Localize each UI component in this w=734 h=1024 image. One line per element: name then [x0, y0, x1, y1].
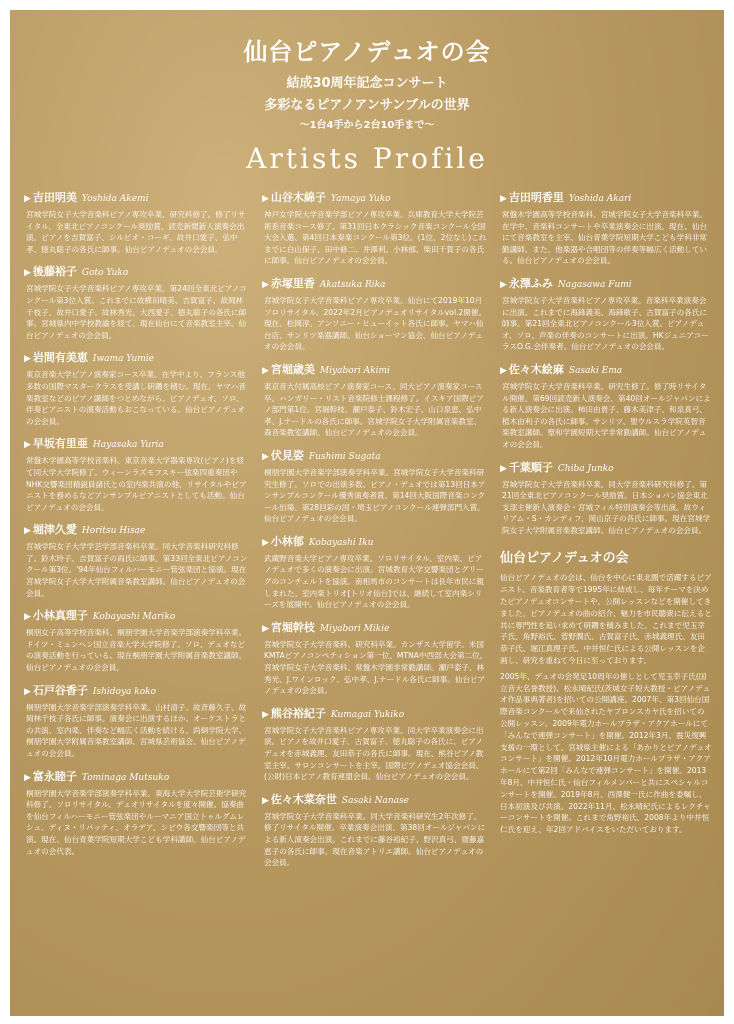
- triangle-marker-icon: ▶: [500, 194, 507, 204]
- artist-name: 石戸谷香子: [32, 683, 88, 697]
- triangle-marker-icon: ▶: [24, 440, 31, 451]
- artist-bio: 宮城学院女子大学学芸学部音楽科卒業。同大学音楽科研究科修了。鈴木玲子、吉賀富子の両氏に師事。第33回全東北ピアノコンクール第3位。'94年仙台フィルハーモニー管弦楽団と協演。現在宮城学院女子大学大学附属音楽教室講師。仙台ピアノデュオの会会員。: [26, 542, 248, 598]
- artist-bio: 神戸女学院大学音楽学部ピアノ専攻卒業。兵庫教育大学大学院芸術系音楽コース修了。第31回日本クラシック音楽コンクール全国大会入選、第4回日本奏楽コンクール第3位。(1位、2位なし)これまでに白山保子、田中修二、井澤利、小林郁、柴田千賀子の各氏に師事。仙台ピアノデュオの会会員。: [264, 210, 487, 266]
- triangle-marker-icon: ▶: [24, 612, 31, 623]
- artist-roman-name: Yoshida Akari: [568, 194, 632, 204]
- artist-profile: [262, 276, 488, 353]
- artist-bio: 桐朋学園大学音楽学部演奏学科卒業。宮城学院女子大学音楽科研究生修了。ソロでの出演多数。ピアノ・デュオでは第13回日本アンサンブルコンクール優秀演奏者賞、第14回大阪国際音楽コンクール出場、第28回彩の国・埼玉ピアノコンクール連弾部門入賞。仙台ピアノデュオの会会員。: [264, 467, 486, 524]
- org-description: [500, 572, 712, 836]
- artist-name: 永澤ふみ: [508, 276, 553, 290]
- artist-profile: [500, 190, 712, 267]
- artist-roman-name: Akatsuka Rika: [319, 279, 386, 290]
- concert-tagline: 〜1台4手から2台10手まで〜: [299, 120, 435, 131]
- concert-subtitle: 結成30周年記念コンサート: [286, 76, 448, 91]
- artist-name: 小林郁: [270, 534, 304, 548]
- artist-name: 後藤裕子: [32, 265, 77, 279]
- section-title: Artists Profile: [246, 142, 488, 175]
- artist-name: 佐々木絵麻: [508, 362, 564, 376]
- artist-name: 岩間有美恵: [32, 351, 88, 365]
- artist-roman-name: Tominaga Mutsuko: [81, 772, 170, 783]
- artist-bio: 宮城学院女子大学音楽科ピアノ専攻卒業。第24回全東北ピアノコンクール第3位入賞。これまでに故横田晴美、吉賀富子、故岡林千枝子、故井口愛子、故林秀光、大西愛子、徳丸聡子の各氏に師事。宮城県内中学校教諭を経て、現在仙台にて音楽教室主宰。仙台ピアノデュオの会会員。: [26, 284, 247, 340]
- artist-roman-name: Sasaki Nanase: [341, 795, 409, 806]
- triangle-marker-icon: ▶: [500, 365, 507, 376]
- artist-profile: [24, 264, 250, 341]
- concert-theme: 多彩なるピアノアンサンブルの世界: [264, 98, 470, 113]
- artist-roman-name: Kobayashi Iku: [308, 537, 374, 548]
- artist-roman-name: Kumagai Yukiko: [330, 709, 405, 720]
- artist-profile: [24, 608, 250, 673]
- artist-profile: [24, 683, 250, 760]
- artist-roman-name: Miyabori Akimi: [319, 365, 390, 376]
- org-paragraph: 仙台ピアノデュオの会は、仙台を中心に東北圏で活躍するピアニスト、音楽教育者等で1995年に結成し、毎年テーマを決めたピアノデュオコンサートや、公開レッスンなどを開催してきました。ピアノデュオの曲の紹介、魅力を市民聴衆に伝えると共に専門性を追い求めて研鑽を積みました。これまで児玉幸子氏、角野裕氏、菅野潤氏、古賀富子氏、赤城義理氏、友田恭子氏、堀江真理子氏、中井恒仁氏による公開レッスンを企画し、研究を重ねて今日に至っております。: [500, 573, 712, 666]
- program-page: [10, 10, 724, 1016]
- artist-bio: 宮城学院女子大学音楽科ピアノ専攻卒業。音楽科卒業演奏会に出演。これまでに海鋒義美、海鋒歌子、古賀富子の各氏に師事。第21回全東北ピアノコンクール3位入賞。ピアノデュオ、ソロ、声楽の伴奏のコンサートに出演。HKジュニアコーラスO.G.会伴奏者。仙台ピアノデュオの会会員。: [502, 295, 709, 352]
- artist-profile: [24, 522, 250, 599]
- triangle-marker-icon: ▶: [24, 772, 31, 783]
- triangle-marker-icon: ▶: [262, 365, 269, 376]
- artist-profile: [262, 706, 488, 783]
- artist-name: 佐々木菜奈世: [270, 792, 337, 806]
- triangle-marker-icon: ▶: [500, 463, 507, 474]
- triangle-marker-icon: ▶: [24, 354, 31, 365]
- artist-roman-name: Goto Yuko: [81, 268, 129, 279]
- artist-roman-name: Yoshida Akemi: [81, 194, 149, 204]
- artist-roman-name: Fushimi Sugata: [308, 451, 381, 462]
- triangle-marker-icon: ▶: [24, 686, 31, 697]
- triangle-marker-icon: ▶: [24, 194, 31, 204]
- artist-name: 山谷木綿子: [270, 191, 326, 204]
- artist-name: 小林真理子: [32, 609, 88, 623]
- artist-roman-name: Sasaki Ema: [568, 365, 623, 376]
- artist-roman-name: Kobayashi Mariko: [92, 612, 176, 623]
- profile-column-left: [24, 190, 250, 866]
- artist-bio: 常盤木学園高等学校音楽科、宮城学院女子大学音楽科卒業。在学中、音楽科コンサートや卒業演奏会に出演。現在、仙台にて音楽教室を主宰、仙台青葉学院短期大学こども学科非常勤講師。また、他楽器や合唱団等の伴奏等幅広く活動している。仙台ピアノデュオの会会員。: [502, 210, 708, 266]
- artist-profile: [262, 534, 488, 611]
- artist-roman-name: Yamaya Yuko: [330, 194, 391, 204]
- artist-name: 富永睦子: [32, 769, 77, 783]
- artist-profile: [24, 190, 250, 255]
- org-title: 仙台ピアノデュオの会: [500, 551, 629, 567]
- artist-name: 早坂有里亜: [32, 437, 88, 451]
- artist-name: 千葉順子: [508, 460, 553, 474]
- artist-profile: [262, 190, 488, 267]
- profile-column-middle: [262, 190, 488, 878]
- artist-name: 赤塚里香: [270, 276, 315, 290]
- triangle-marker-icon: ▶: [262, 709, 269, 720]
- artist-bio: 桐朋学園大学音楽学部演奏学科卒業。東海大学大学院芸術学研究科修了。ソロリサイタル、デュオリサイタルを度々開催。協奏曲を仙台フィルハーモニー管弦楽団やルーマニア国立トゥルグムレシュ、ディヌ・リパッティ、オラデア、シビウ各交響楽団等と共演。現在、仙台青葉学院短期大学こども学科講師。仙台ピアノデュオの会代表。: [26, 788, 247, 856]
- artist-profile: [500, 276, 712, 353]
- artist-profile: [262, 448, 488, 525]
- artist-name: 熊谷裕紀子: [270, 706, 326, 720]
- artist-roman-name: Chiba Junko: [557, 463, 614, 474]
- artist-bio: 武蔵野音楽大学ピアノ専攻卒業。ソロリサイタル、室内楽、ピアノデュオで多くの演奏会に出演。宮城教育大学交響楽団とグリーグのコンチェルトを協演。南相馬市のコンサートは長年市民に親しまれた。室内楽トリオ[トリオ仙台]では、継続して室内楽シリーズを展開中。仙台ピアノデュオの会会員。: [264, 553, 484, 610]
- artist-bio: 東京音楽大学ピアノ演奏家コース卒業。在学中より、フランス他多数の国際マスタークラスを受講し研鑽を積む。現在、ヤマハ音楽教室などのピアノ講師をつとめながら、ピアノデュオ、ソロ、伴奏ピアニストの演奏活動もおこなっている。仙台ピアノデュオの会会員。: [26, 370, 246, 426]
- artist-bio: 宮城学院女子大学音楽科卒業。同大学音楽科研究科修了。第21回全東北ピアノコンクール奨励賞。日本ショパン協会東北支部主催新人演奏会・宮城フィル特別演奏会等出演。故ウィリアム・S・カンディフ、岡山京子の各氏に師事。現在宮城学院女子大学附属音楽教室講師。仙台ピアノデュオの会会員。: [502, 479, 711, 535]
- artist-bio: 常盤木学園高等学校音楽科、東京音楽大学器楽専攻(ピアノ)を経て同大学大学院修了。ウィーンラズモフスキー弦楽四重奏団やNHK交響楽団精鋭員諸氏との室内楽共演の他、リサイタルやピアニストを務めるなどアンサンブルピアニストとしても活動。仙台ピアノデュオの会会員。: [26, 456, 247, 512]
- artist-bio: 宮城学院女子大学音楽科ピアノ専攻卒業。仙台にて2019年10月ソロリサイタル、2022年2月ピアノデュオリサイタルvol.2開催。現在、松岡淳、アンソニー・ヒューイット各氏に師事。ヤマハ仙台店、サンリツ楽器講師。仙台ショーマン協会、仙台ピアノデュオの会会員。: [264, 295, 487, 352]
- triangle-marker-icon: ▶: [262, 623, 269, 634]
- artist-bio: 宮城学院女子大学音楽科ピアノ専攻卒業。同大学卒業演奏会に出演。ピアノを故井口愛子、古賀富子、徳丸聡子の各氏に、ピアノデュオを赤城義理、友田恭子の各氏に師事。現在、熊谷ピアノ教室主宰。サロンコンサートを主宰。国際ピアノデュオ協会会員、(公財)日本ピアノ教育連盟会員、仙台ピアノデュオの会会員。: [264, 725, 484, 782]
- artist-profile: [500, 460, 712, 537]
- artist-bio: 東京音大付属高校ピアノ演奏家コース、同大ピアノ演奏家コース卒。ハンガリー・リスト音楽院修士課程修了。イスキア国際ピアノ部門第1位。宮堀幹枝、瀬戸泰子、鈴木宏子、山口泉恵、弘中孝、J.ナードルの各氏に師事。宮城学院女子大学附属音楽教室、森音楽教室講師。仙台ピアノデュオの会会員。: [264, 381, 484, 438]
- artist-roman-name: Ishidoya koko: [92, 686, 157, 697]
- triangle-marker-icon: ▶: [262, 279, 269, 290]
- profile-column-right: [500, 190, 712, 840]
- artist-roman-name: Hayasaka Yuria: [92, 440, 164, 451]
- artist-bio: 桐朋女子高等学校音楽科、桐朋学園大学音楽学部演奏学科卒業。ドイツ・ミュンヘン国立音楽大学大学院修了。ソロ、デュオなどの演奏活動を行っている。現在桐朋学園大学附属音楽教室講師。仙台ピアノデュオの会会員。: [26, 628, 247, 673]
- artist-profile: [262, 362, 488, 439]
- artist-bio: 宮城学院女子大学音楽科卒業。同大学音楽科研究生2年次修了。修了リサイタル開催。卒業演奏会出演、第38回オールジャパンによる新人演奏会出演。これまでに藤谷裕紀子、野沢真弓、齋藤嘉恵子の各氏に師事。現在音楽アトリエ講師。仙台ピアノデュオの会会員。: [264, 811, 486, 868]
- artist-name: 吉田明美: [32, 191, 77, 204]
- artist-profile: [262, 620, 488, 697]
- artist-name: 吉田明香里: [508, 191, 564, 204]
- triangle-marker-icon: ▶: [262, 451, 269, 462]
- artist-roman-name: Miyabori Mikie: [319, 623, 390, 634]
- artist-profile: [24, 769, 250, 858]
- artist-name: 宮堀幹枝: [270, 620, 315, 634]
- artist-name: 伏見姿: [270, 448, 304, 462]
- artist-profile: [500, 362, 712, 451]
- artist-roman-name: Horitsu Hisae: [81, 526, 146, 537]
- artist-bio: 宮城学院女子大学音楽科、研究科卒業。カンザス大学留学。米国KMTAピアノコンペティション第一位、MTNA中西部大会第二位。宮城学院女子大学音楽科、常盤木学園非常勤講師。瀬戸泰子、林秀光、J.ワインロック、弘中孝、J.ナードル各氏に師事。仙台ピアノデュオの会会員。: [264, 639, 488, 696]
- artist-profile: [24, 436, 250, 513]
- artist-profile: [24, 350, 250, 427]
- triangle-marker-icon: ▶: [24, 268, 31, 279]
- triangle-marker-icon: ▶: [24, 526, 31, 537]
- triangle-marker-icon: ▶: [262, 194, 269, 204]
- artist-roman-name: Iwama Yumie: [92, 354, 155, 365]
- artist-roman-name: Nagasawa Fumi: [557, 279, 632, 290]
- artist-bio: 宮城学院女子大学音楽科ピアノ専攻卒業、研究科修了。修了リサイタル、全東北ピアノコンクール奨励賞、読売新聞新人演奏会出演。ピアノを吉賀富子、シルビオ・コーギ、故井口愛子、弘中孝、徳丸聡子の各氏に師事。仙台ピアノデュオの会会員。: [26, 210, 246, 254]
- artist-bio: 宮城学院女子大学音楽科卒業。研究生修了。修了時リサイタル開催。第69回読売新人演奏会、第40回オールジャパンによる新人演奏会に出演。柿田由貴子、藤木美津子、和泉真弓、植木由利子の各氏に師事。サンリツ、聖ウルスラ学院英智音楽教室講師。聖和学園短期大学非常勤講師。仙台ピアノデュオの会会員。: [502, 381, 711, 449]
- triangle-marker-icon: ▶: [262, 537, 269, 548]
- artist-name: 堀津久愛: [32, 523, 77, 537]
- artist-bio: 桐朋学園大学音楽学部演奏学科卒業。山村清子、故斉藤久子、故岡林千枝子各氏に師事。演奏会に出演するほか、オーケストラとの共演、室内楽、伴奏など幅広く活動を続ける。尚絅学院大学、桐朋学園大学附属音楽教室講師、宮城県芸術協会、仙台ピアノデュオの会会員。: [26, 702, 247, 758]
- artist-name: 宮堀歳美: [270, 362, 315, 376]
- page-title: 仙台ピアノデュオの会: [243, 38, 491, 66]
- org-paragraph: 2005年、デュオの会発足10周年の催しとして児玉幸子氏(国立音大名誉教授)、松永晴紀氏(茨城女子短大教授・ピアノデュオ作品事典著者)を招いての公開講座。2007年、第3回仙台国際音楽コンクールで来仙されたヤブロンスカヤ氏を招いての公開レッスン。2009年電力ホールプラザ・アクアホールにて「みんなで連弾コンサート」を開催。2012年3月、震災復興支援の一環として、宮城県主催による「あかりとピアノデュオコンサート」を開催。2012年10月電力ホールプラザ・アクアホールにて第2回「みんなで連弾コンサート」を開催。2013年8月、中井恒仁氏・仙台フィルメンバーと共にスペシャルコンサートを開催。2019年8月、西澤健一氏に作曲を委嘱し、日本初演及び共演。2022年11月、松永晴紀氏によるレクチャーコンサートを開催。これまで角野裕氏、2008年より中井恒仁氏を迎え、年2回アドバイスをいただいております。: [500, 671, 712, 835]
- triangle-marker-icon: ▶: [262, 795, 269, 806]
- artist-profile: [262, 792, 488, 869]
- triangle-marker-icon: ▶: [500, 279, 507, 290]
